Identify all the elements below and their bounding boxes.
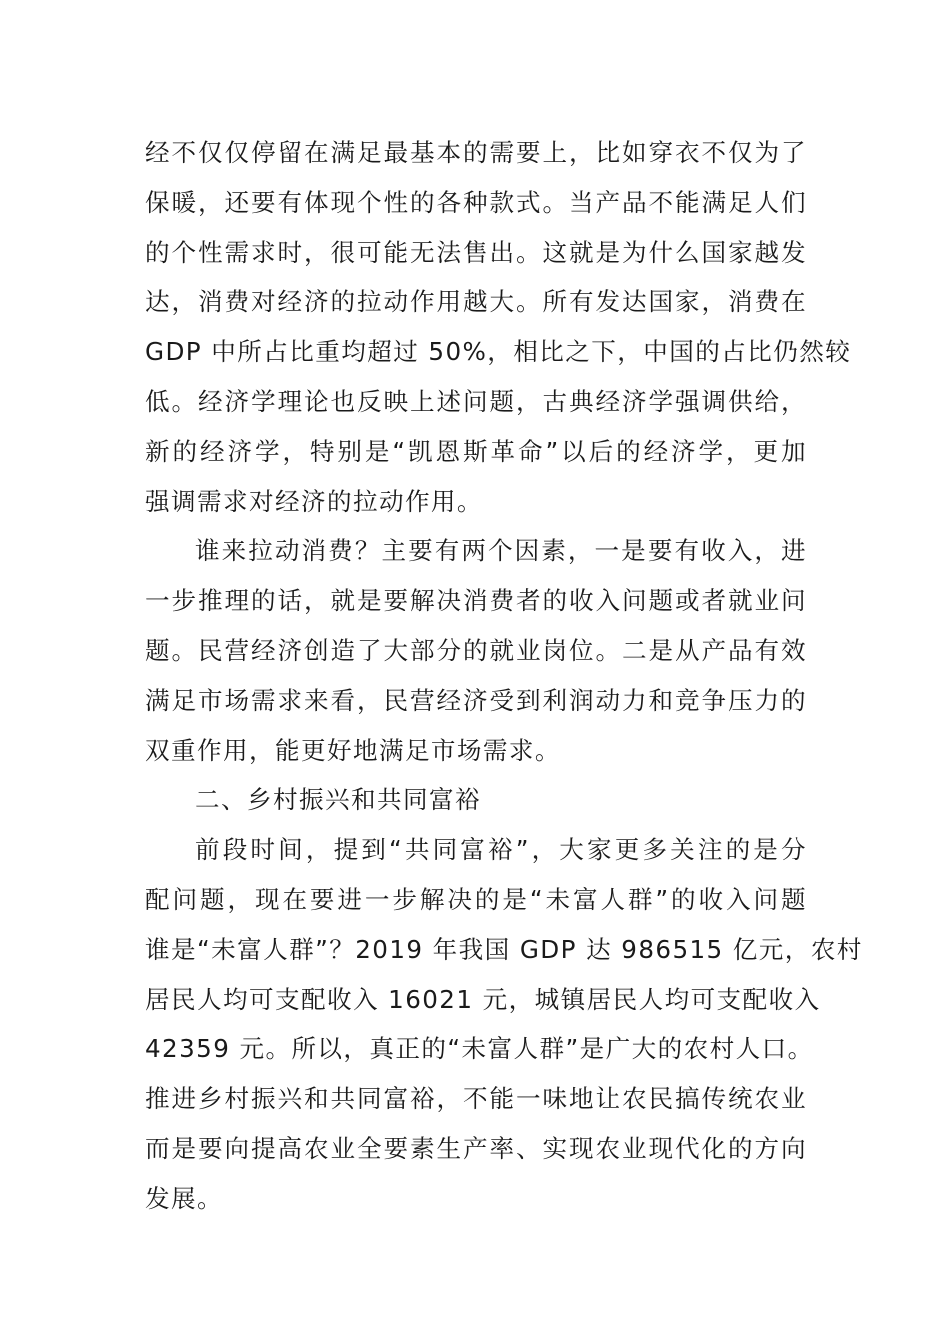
text-line: 题。民营经济创造了大部分的就业岗位。二是从产品有效 [145,635,807,665]
text-line: 居民人均可支配收入 16021 元，城镇居民人均可支配收入 [145,984,821,1014]
paragraph-who-drives-consumption [145,526,807,775]
text-line: 而是要向提高农业全要素生产率、实现农业现代化的方向 [145,1133,807,1163]
text-line: 42359 元。所以，真正的“未富人群”是广大的农村人口。 [145,1034,814,1064]
text-line: 双重作用，能更好地满足市场需求。 [145,735,561,765]
text-line: 推进乡村振兴和共同富裕，不能一味地让农民搞传统农业 [145,1084,807,1114]
text-line: 经不仅仅停留在满足最基本的需要上，比如穿衣不仅为了 [145,138,807,167]
text-line: 前段时间，提到“共同富裕”，大家更多关注的是分 [195,835,807,865]
text-line: 达，消费对经济的拉动作用越大。所有发达国家，消费在 [145,287,807,317]
paragraph-common-prosperity [145,825,863,1223]
text-line: 满足市场需求来看，民营经济受到利润动力和竞争压力的 [145,685,807,715]
document-body [145,128,863,1224]
text-line: 新的经济学，特别是“凯恩斯革命”以后的经济学，更加 [145,436,807,466]
text-line: 配问题，现在要进一步解决的是“未富人群”的收入问题 [145,884,807,914]
text-line: 一步推理的话，就是要解决消费者的收入问题或者就业问 [145,586,807,616]
section-heading-rural-revitalization [145,775,807,825]
text-line: 的个性需求时，很可能无法售出。这就是为什么国家越发 [145,237,807,267]
section-heading: 二、乡村振兴和共同富裕 [195,785,481,815]
text-line: 发展。 [145,1183,223,1213]
text-line: 谁来拉动消费？主要有两个因素，一是要有收入，进 [195,536,807,566]
text-line: GDP 中所占比重均超过 50%，相比之下，中国的占比仍然较 [145,337,852,367]
text-line: 保暖，还要有体现个性的各种款式。当产品不能满足人们 [145,187,807,217]
text-line: 强调需求对经济的拉动作用。 [145,486,483,516]
text-line: 低。经济学理论也反映上述问题，古典经济学强调供给， [145,386,807,416]
text-line: 谁是“未富人群”？2019 年我国 GDP 达 986515 亿元，农村 [145,934,863,964]
paragraph-consumption-continued [145,128,852,526]
